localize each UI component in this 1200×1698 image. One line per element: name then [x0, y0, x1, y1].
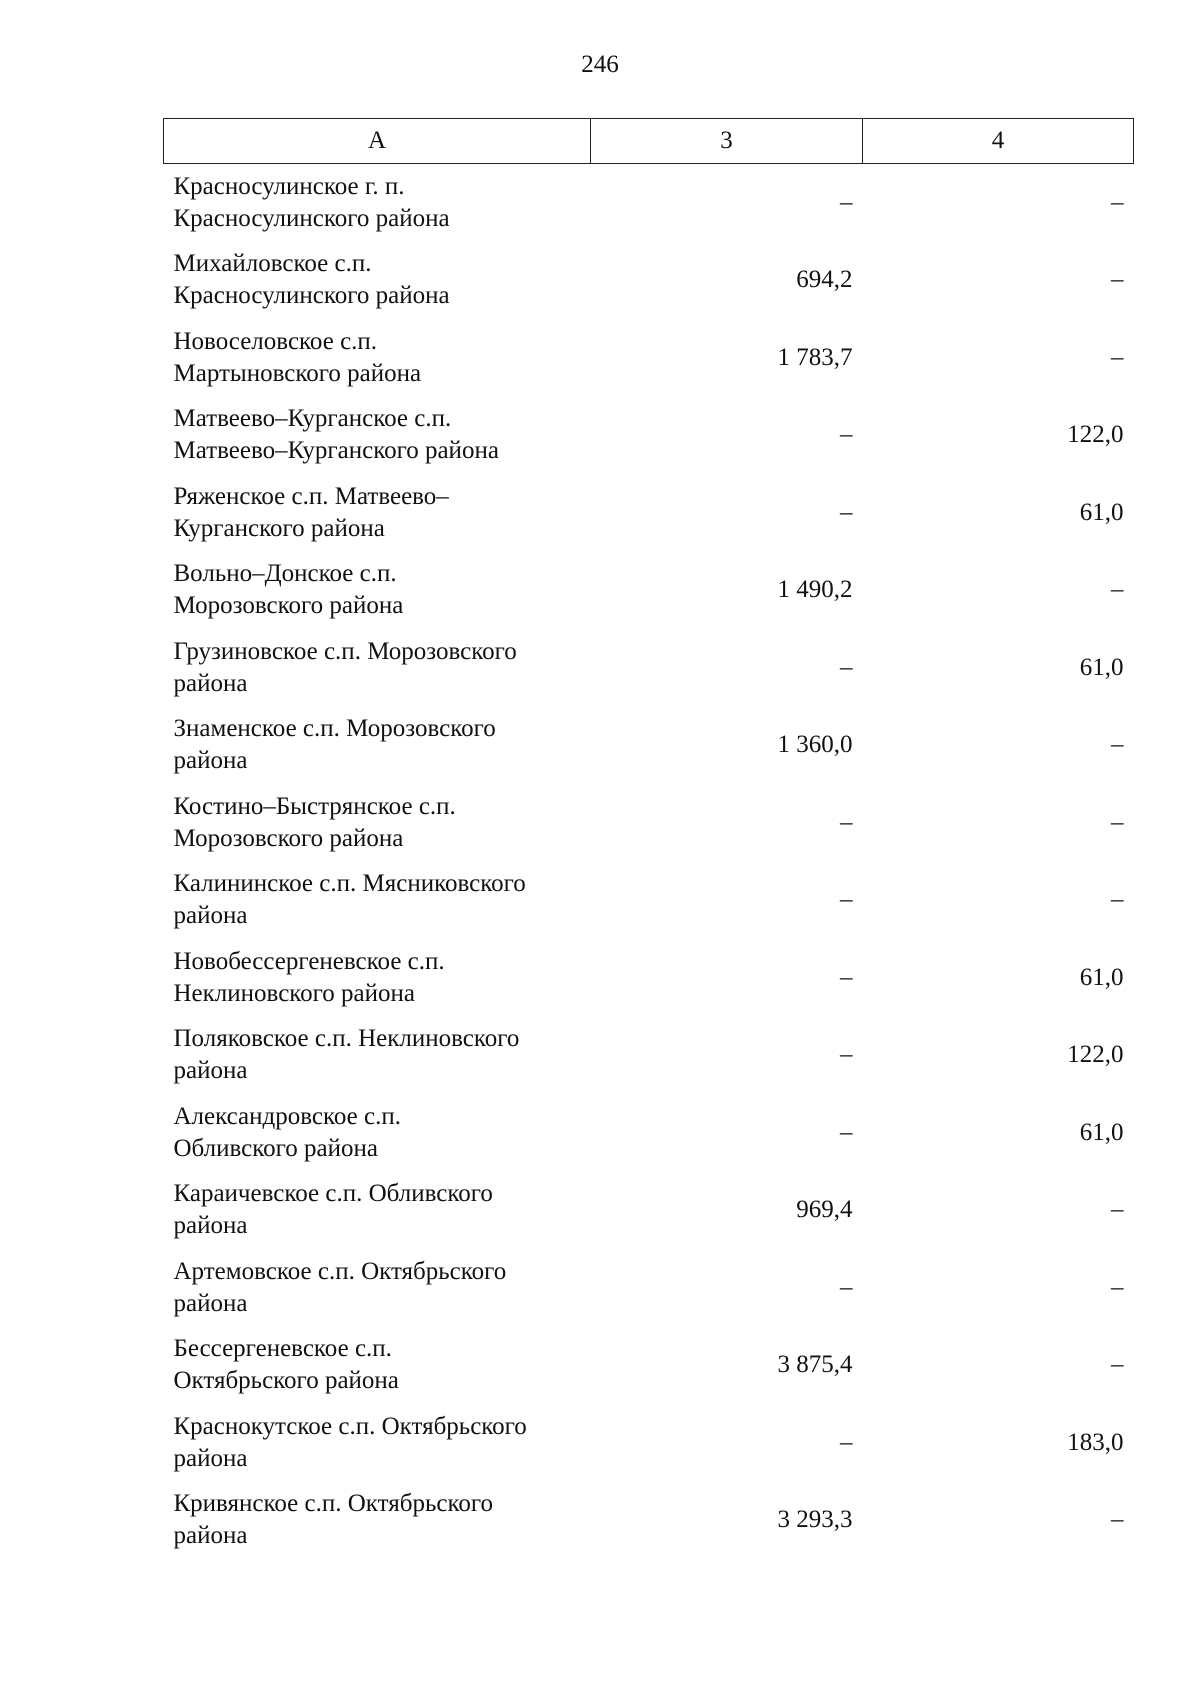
municipality-name-cell: Краснокутское с.п. Октябрьского района [173, 1412, 527, 1472]
header-cell-name: А [164, 119, 591, 164]
value-cell-col3: – [840, 1273, 853, 1301]
value-cell-col4: – [1111, 1506, 1124, 1534]
table-row [164, 1249, 1134, 1327]
municipality-name-cell: Ряженское с.п. Матвеево– Курганского района [173, 482, 449, 542]
municipality-name-cell: Александровское с.п. Обливского района [173, 1102, 402, 1162]
value-cell-col4: – [1111, 1196, 1124, 1224]
value-cell-col3: 1 360,0 [777, 731, 853, 759]
table-row [164, 784, 1134, 862]
table-row [164, 474, 1134, 552]
table-row [164, 629, 1134, 707]
table-row [164, 1172, 1134, 1250]
table-row [164, 939, 1134, 1017]
value-cell-col4: 61,0 [1079, 653, 1124, 681]
municipality-name-cell: Михайловское с.п. Красносулинского района [173, 250, 450, 310]
municipality-name-cell: Бессергеневское с.п. Октябрьского района [173, 1335, 399, 1395]
municipality-name-cell: Матвеево–Курганское с.п. Матвеево–Курганского района [173, 405, 499, 465]
data-table-container [163, 118, 1133, 1559]
municipality-name-cell: Новоселовское с.п. Мартыновского района [173, 327, 422, 387]
value-cell-col4: – [1111, 343, 1124, 371]
municipality-name-cell: Караичевское с.п. Обливского района [173, 1180, 493, 1240]
table-row [164, 319, 1134, 397]
value-cell-col3: – [840, 1118, 853, 1146]
value-cell-col4: – [1111, 1273, 1124, 1301]
value-cell-col3: – [840, 653, 853, 681]
municipality-name-cell: Красносулинское г. п. Красносулинского района [173, 172, 450, 232]
table-row [164, 1404, 1134, 1482]
value-cell-col4: 61,0 [1079, 963, 1124, 991]
value-cell-col3: 3 875,4 [777, 1351, 853, 1379]
value-cell-col3: – [840, 886, 853, 914]
table-row [164, 862, 1134, 940]
value-cell-col3: – [840, 808, 853, 836]
municipality-name-cell: Артемовское с.п. Октябрьского района [173, 1257, 507, 1317]
value-cell-col4: 122,0 [1067, 1041, 1124, 1069]
value-cell-col4: 183,0 [1067, 1428, 1124, 1456]
value-cell-col4: 61,0 [1079, 498, 1124, 526]
header-row [164, 119, 1134, 164]
table-row [164, 1482, 1134, 1560]
table-row [164, 164, 1134, 242]
value-cell-col4: – [1111, 576, 1124, 604]
value-cell-col3: – [840, 1428, 853, 1456]
value-cell-col4: – [1111, 886, 1124, 914]
municipality-name-cell: Костино–Быстрянское с.п. Морозовского района [173, 792, 456, 852]
table-row [164, 707, 1134, 785]
value-cell-col4: – [1111, 731, 1124, 759]
value-cell-col4: – [1111, 1351, 1124, 1379]
municipality-name-cell: Кривянское с.п. Октябрьского района [173, 1490, 493, 1550]
municipality-name-cell: Вольно–Донское с.п. Морозовского района [173, 560, 404, 620]
page-number: 246 [581, 51, 619, 78]
municipality-name-cell: Поляковское с.п. Неклиновского района [173, 1025, 520, 1085]
table-row [164, 242, 1134, 320]
table-body [164, 164, 1134, 1560]
municipality-name-cell: Грузиновское с.п. Морозовского района [173, 637, 517, 697]
table-row [164, 552, 1134, 630]
municipality-name-cell: Новобессергеневское с.п. Неклиновского района [173, 947, 445, 1007]
data-table [163, 118, 1134, 1559]
value-cell-col3: 694,2 [796, 266, 853, 294]
table-row [164, 397, 1134, 475]
value-cell-col3: 969,4 [796, 1196, 853, 1224]
municipality-name-cell: Знаменское с.п. Морозовского района [173, 715, 496, 775]
value-cell-col4: – [1111, 808, 1124, 836]
value-cell-col3: 1 490,2 [777, 576, 853, 604]
value-cell-col3: – [840, 498, 853, 526]
value-cell-col4: 122,0 [1067, 421, 1124, 449]
municipality-name-cell: Калининское с.п. Мясниковского района [173, 870, 526, 930]
table-row [164, 1327, 1134, 1405]
table-header [164, 119, 1134, 164]
value-cell-col4: – [1111, 188, 1124, 216]
table-row [164, 1017, 1134, 1095]
value-cell-col3: – [840, 421, 853, 449]
value-cell-col3: 1 783,7 [777, 343, 853, 371]
value-cell-col3: – [840, 1041, 853, 1069]
value-cell-col4: 61,0 [1079, 1118, 1124, 1146]
header-cell-col3: 3 [591, 119, 863, 164]
value-cell-col3: – [840, 188, 853, 216]
header-cell-col4: 4 [863, 119, 1134, 164]
value-cell-col4: – [1111, 266, 1124, 294]
value-cell-col3: 3 293,3 [777, 1506, 853, 1534]
value-cell-col3: – [840, 963, 853, 991]
table-row [164, 1094, 1134, 1172]
